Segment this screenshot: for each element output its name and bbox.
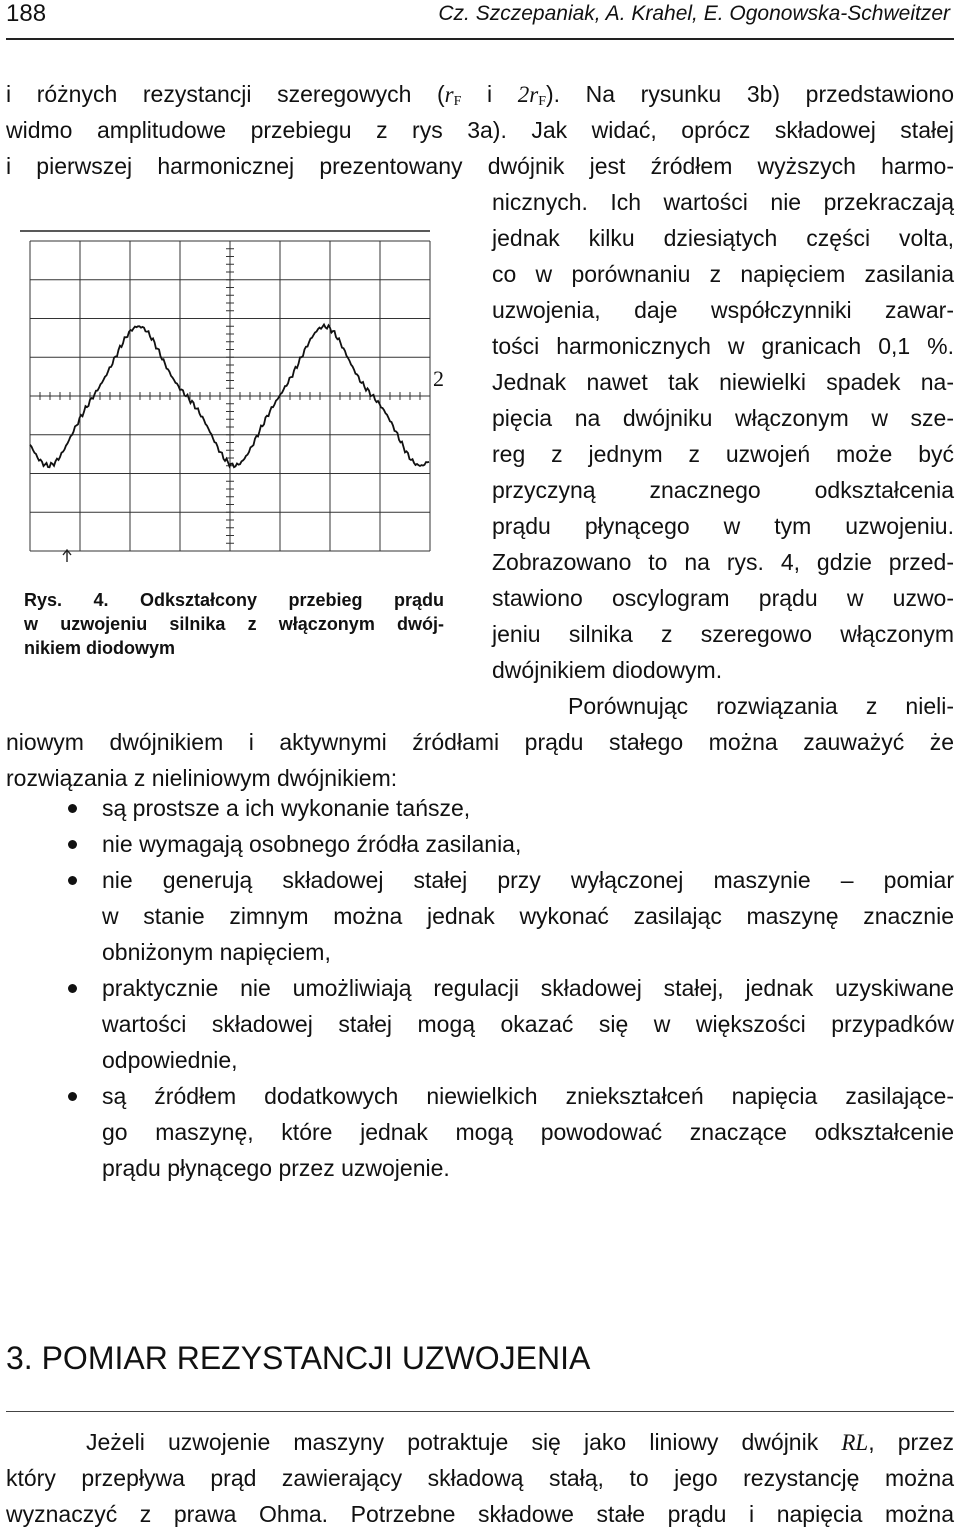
caption-line-1: Rys. 4. Odkształcony przebieg prądu [24,590,444,610]
side-line: stawiono oscylogram prądu w uzwo- [492,585,954,611]
bullet-item-line: go maszynę, które jednak mogą powodować znaczące odkształcenie [102,1119,954,1145]
intro-line-2: widmo amplitudowe przebiegu z rys 3a). Jak widać, oprócz składowej stałej [6,117,954,143]
ground-marker [63,550,71,562]
after-line-2: niowym dwójnikiem i aktywnymi źródłami prądu stałego można zauważyć że [6,729,954,755]
bullet-item-line: nie wymagają osobnego źródła zasilania, [102,831,522,857]
bullet-item-line: są źródłem dodatkowych niewielkich zniekształceń napięcia zasilające- [102,1083,954,1109]
side-line: prądu płynącego w tym uzwojeniu. [492,513,954,539]
caption-line-2: w uzwojeniu silnika z włączonym dwój- [24,614,444,634]
section-line-2: który przepływa prąd zawierający składową stałą, to jego rezystancję można [6,1465,954,1491]
side-line: przyczyną znacznego odkształcenia [492,477,954,503]
after-line-3: rozwiązania z nieliniowym dwójnikiem: [6,765,398,791]
bullet-icon [68,984,77,993]
page-number: 188 [6,0,47,27]
intro-line-1: i różnych rezystancji szeregowych ($r_F$ i $2r_F$). Na rysunku 3b) przedstawiono [6,81,954,109]
header-rule [6,38,954,40]
bullet-icon [68,804,77,813]
bullet-icon [68,876,77,885]
intro-line-3: i pierwszej harmonicznej prezentowany dwójnik jest źródłem wyższych harmo- [6,153,954,179]
side-line: jeniu silnika z szeregowo włączonym [492,621,954,647]
side-line: uzwojenia, daje współczynniki zawar- [492,297,954,323]
bullet-item-line: odpowiednie, [102,1047,238,1073]
bullet-icon [68,1092,77,1101]
running-header-authors: Cz. Szczepaniak, A. Krahel, E. Ogonowska-Schweitzer [438,2,950,25]
side-line: Zobrazowano to na rys. 4, gdzie przed- [492,549,954,575]
bullet-item-line: praktycznie nie umożliwiają regulacji składowej stałej, jednak uzyskiwane [102,975,954,1001]
side-line: nicznych. Ich wartości nie przekraczają [492,189,954,215]
channel-marker-label: 2 [433,366,444,391]
side-line: pięcia na dwójniku włączonym w sze- [492,405,954,431]
caption-line-3: nikiem diodowym [24,638,176,658]
side-line: jednak kilku dziesiątych części volta, [492,225,954,251]
section-rule [6,1411,954,1412]
side-line: tości harmonicznych w granicach 0,1 %. [492,333,954,359]
bullet-item-line: obniżonym napięciem, [102,939,331,965]
bullet-item-line: nie generują składowej stałej przy wyłączonej maszynie – pomiar [102,867,954,893]
side-line: co w porównaniu z napięciem zasilania [492,261,954,287]
oscillogram-figure [20,228,444,558]
figure-caption [24,588,444,660]
section-line-1: Jeżeli uzwojenie maszyny potraktuje się jako liniowy dwójnik RL, przez [86,1429,955,1455]
after-line-1: Porównując rozwiązania z nieli- [568,693,954,719]
bullet-icon [68,840,77,849]
section-line-3: wyznaczyć z prawa Ohma. Potrzebne składowe stałe prądu i napięcia można [6,1501,954,1527]
bullet-item-line: prądu płynącego przez uzwojenie. [102,1155,450,1181]
bullet-item-line: są prostsze a ich wykonanie tańsze, [102,795,471,821]
side-line: dwójnikiem diodowym. [492,657,723,683]
bullet-item-line: wartości składowej stałej mogą okazać się w większości przypadków [102,1011,954,1037]
side-line: reg z jednym z uzwojeń może być [492,441,954,467]
oscillogram-svg [20,228,444,558]
bullet-item-line: w stanie zimnym można jednak wykonać zasilając maszynę znacznie [102,903,954,929]
side-line: Jednak nawet tak niewielki spadek na- [492,369,954,395]
section-heading: 3. POMIAR REZYSTANCJI UZWOJENIA [6,1340,591,1376]
